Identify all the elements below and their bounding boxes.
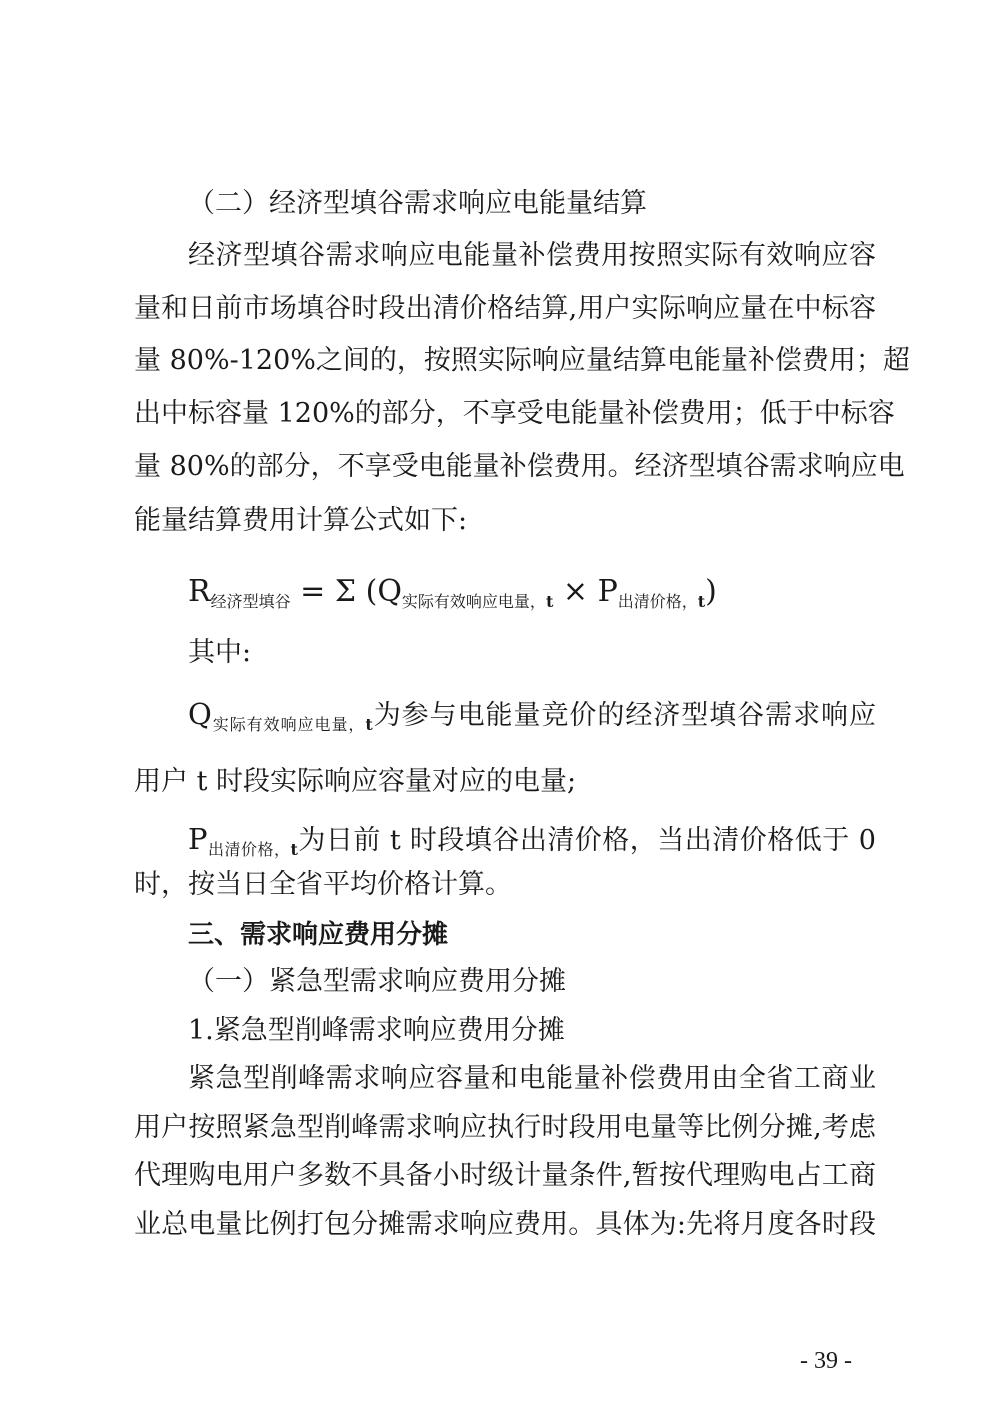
paragraph-line: 业总电量比例打包分摊需求响应费用。具体为:先将月度各时段 [134,1209,876,1240]
p-symbol: P [188,822,208,856]
formula-equals-sum: = Σ [300,574,357,609]
paragraph-line: 量 80%的部分，不享受电能量补偿费用。经济型填谷需求响应电 [134,451,905,482]
paragraph-line: 代理购电用户多数不具备小时级计量条件,暂按代理购电占工商 [134,1160,876,1191]
paragraph-line: 紧急型削峰需求响应容量和电能量补偿费用由全省工商业 [188,1063,876,1094]
p-t-subscript: t [290,840,298,859]
settlement-formula [188,572,717,622]
q-t-subscript: t [365,715,373,734]
page-number: - 39 - [800,1348,852,1374]
q-definition-line: 用户 t 时段实际响应容量对应的电量; [134,766,577,797]
q-symbol: Q [188,697,212,731]
formula-p-subscript: 出清价格， [617,592,698,611]
formula-t-subscript: t [697,592,706,611]
item-heading: 1.紧急型削峰需求响应费用分摊 [188,1015,565,1046]
p-definition-line: 时，按当日全省平均价格计算。 [134,869,512,900]
paragraph-line: 能量结算费用计算公式如下: [134,505,468,536]
paragraph-line: 出中标容量 120%的部分，不享受电能量补偿费用；低于中标容 [134,398,895,429]
formula-r-symbol: R [188,574,211,609]
formula-t-subscript: t [545,592,554,611]
formula-times: × [562,574,589,609]
formula-open-paren: ( [365,574,378,609]
section-heading: （二）经济型填谷需求响应电能量结算 [188,188,647,219]
paragraph-line: 经济型填谷需求响应电能量补偿费用按照实际有效响应容 [188,240,876,271]
p-subscript: 出清价格， [207,840,291,859]
p-definition-line [188,819,876,870]
formula-p-symbol: P [597,574,618,609]
paragraph-line: 量 80%-120%之间的，按照实际响应量结算电能量补偿费用；超 [134,345,910,376]
paragraph-line: 用户按照紧急型削峰需求响应执行时段用电量等比例分摊,考虑 [134,1112,876,1143]
q-subscript: 实际有效响应电量， [211,715,366,734]
subheading: （一）紧急型需求响应费用分摊 [188,966,566,997]
q-definition-line [188,694,876,745]
formula-r-subscript: 经济型填谷 [210,592,291,611]
formula-q-symbol: Q [377,574,402,609]
formula-close-paren: ) [705,574,717,609]
p-definition-text: 为日前 t 时段填谷出清价格，当出清价格低于 0 [297,825,876,856]
formula-q-subscript: 实际有效响应电量， [401,592,546,611]
paragraph-line: 量和日前市场填谷时段出清价格结算,用户实际响应量在中标容 [134,293,876,324]
section-heading-3: 三、需求响应费用分摊 [188,920,449,950]
where-label: 其中: [188,637,252,668]
q-definition-text: 为参与电能量竞价的经济型填谷需求响应 [372,700,876,731]
